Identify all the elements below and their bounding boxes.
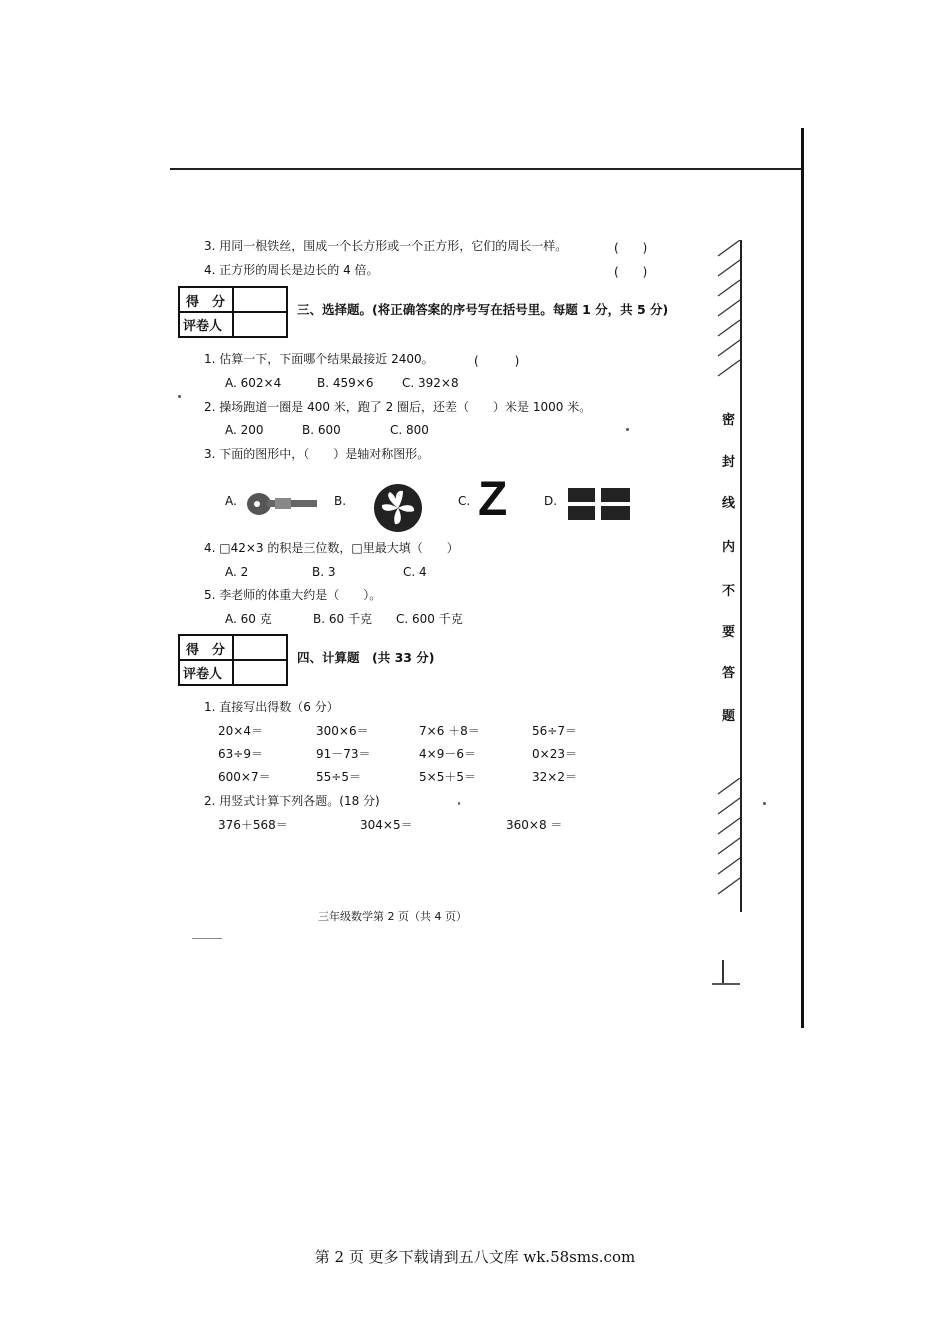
calc-cell: 56÷7＝ — [532, 724, 577, 738]
judge-item-4: 4. 正方形的周长是边长的 4 倍。 — [204, 263, 379, 277]
score-box-1 — [178, 286, 288, 338]
grader-label: 评卷人 — [183, 319, 223, 334]
exam-page-footer: 三年级数学第 2 页（共 4 页） — [318, 910, 467, 923]
judge-item-3: 3. 用同一根铁丝，围成一个长方形或一个正方形，它们的周长一样。 — [204, 239, 568, 253]
s3-q2-opt-b: B. 600 — [302, 423, 341, 437]
s3-q2-opt-c: C. 800 — [390, 423, 429, 437]
calc-cell: 300×6＝ — [316, 724, 369, 738]
scan-speck — [763, 802, 766, 805]
scan-speck — [458, 802, 460, 805]
seal-char: 线 — [722, 496, 736, 511]
bauhinia-emblem-icon — [373, 483, 423, 533]
calc-cell: 91－73＝ — [316, 747, 371, 761]
seal-hatch-top — [716, 240, 742, 390]
calc-cell: 5×5＋5＝ — [419, 770, 476, 784]
vertical-calc-item: 304×5＝ — [360, 818, 413, 832]
judge-item-4-paren: ( ) — [614, 265, 648, 279]
seal-char: 不 — [722, 584, 736, 599]
top-rule — [170, 168, 802, 170]
section4-title: 四、计算题 (共 33 分) — [297, 650, 435, 665]
vertical-calc-item: 376＋568＝ — [218, 818, 288, 832]
s3-q2-opt-a: A. 200 — [225, 423, 264, 437]
scan-speck — [626, 428, 629, 431]
calc-cell: 55÷5＝ — [316, 770, 361, 784]
s3-q5: 5. 李老师的体重大约是（ ）。 — [204, 588, 382, 602]
s3-q5-opt-c: C. 600 千克 — [396, 612, 463, 626]
s3-q5-opt-a: A. 60 克 — [225, 612, 272, 626]
scan-speck — [178, 395, 181, 398]
score-label: 得 分 — [186, 295, 226, 310]
scan-smudge — [192, 938, 222, 939]
s3-q1-opt-b: B. 459×6 — [317, 376, 374, 390]
calc-cell: 600×7＝ — [218, 770, 271, 784]
seal-char: 答 — [722, 666, 736, 681]
s4-q1: 1. 直接写出得数（6 分） — [204, 700, 339, 714]
seal-char: 封 — [722, 455, 736, 470]
score-box-2 — [178, 634, 288, 686]
s3-q3-opt-b: B. — [334, 494, 347, 508]
s3-q2: 2. 操场跑道一圈是 400 米，跑了 2 圈后，还差（ ）米是 1000 米。 — [204, 400, 592, 414]
s3-q1-opt-c: C. 392×8 — [402, 376, 459, 390]
score-label: 得 分 — [186, 643, 226, 658]
s3-q3: 3. 下面的图形中，（ ）是轴对称图形。 — [204, 447, 430, 461]
calc-cell: 4×9－6＝ — [419, 747, 476, 761]
vertical-calc-item: 360×8 ＝ — [506, 818, 563, 832]
key-icon — [245, 489, 320, 519]
s3-q1: 1. 估算一下，下面哪个结果最接近 2400。 — [204, 352, 434, 366]
seal-tick-base — [712, 983, 740, 985]
calc-cell: 7×6 ＋8＝ — [419, 724, 480, 738]
calc-cell: 63÷9＝ — [218, 747, 263, 761]
grader-label: 评卷人 — [183, 667, 223, 682]
s3-q1-paren: ( ) — [474, 354, 520, 368]
calc-cell: 0×23＝ — [532, 747, 577, 761]
seal-char: 要 — [722, 625, 736, 640]
s3-q5-opt-b: B. 60 千克 — [313, 612, 372, 626]
seal-hatch-bottom — [716, 778, 742, 913]
letter-z-figure: Z — [478, 473, 508, 526]
s3-q3-opt-a: A. — [225, 494, 237, 508]
s3-q4: 4. □42×3 的积是三位数，□里最大填（ ） — [204, 541, 459, 555]
s3-q3-opt-d: D. — [544, 494, 558, 508]
s3-q1-opt-a: A. 602×4 — [225, 376, 282, 390]
seal-tick — [722, 960, 724, 984]
judge-item-3-paren: ( ) — [614, 241, 648, 255]
s3-q4-opt-b: B. 3 — [312, 565, 336, 579]
seal-char: 密 — [722, 413, 736, 428]
section3-title: 三、选择题。(将正确答案的序号写在括号里。每题 1 分，共 5 分) — [297, 302, 669, 317]
s3-q4-opt-a: A. 2 — [225, 565, 249, 579]
right-border — [801, 128, 804, 1028]
s3-q3-opt-c: C. — [458, 494, 471, 508]
s3-q4-opt-c: C. 4 — [403, 565, 427, 579]
site-footer: 第 2 页 更多下载请到五八文库 wk.58sms.com — [314, 1248, 636, 1266]
s4-q2: 2. 用竖式计算下列各题。(18 分) — [204, 794, 380, 808]
calc-cell: 20×4＝ — [218, 724, 263, 738]
seal-char: 题 — [722, 709, 736, 724]
seal-char: 内 — [722, 540, 736, 555]
bars-figure-icon — [566, 486, 632, 522]
calc-cell: 32×2＝ — [532, 770, 577, 784]
